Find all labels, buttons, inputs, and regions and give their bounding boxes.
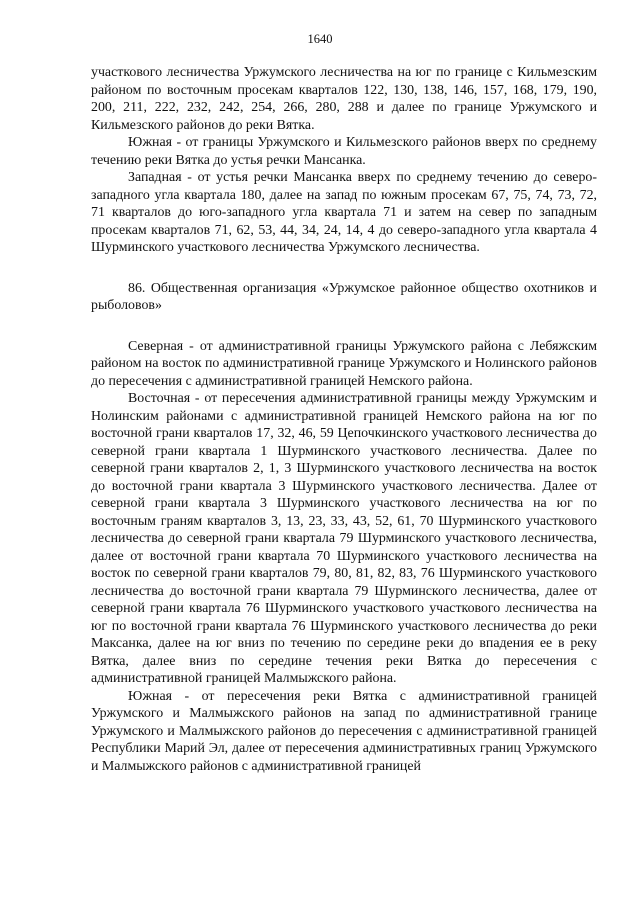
paragraph-south-border: Южная - от границы Уржумского и Кильмезского районов вверх по среднему течению реки Вятка до устья речки Мансанка. bbox=[91, 135, 597, 168]
paragraph-continuation: участкового лесничества Уржумского лесничества на юг по границе с Кильмезским районом по восточным просекам кварталов 122, 130, 138, 146, 157, 168, 179, 190, 200, 211, 222, 232, 242, 254, 266, 280, 288 и далее по границе Уржумского и Кильмезского районов до реки Вятка. bbox=[91, 65, 597, 133]
section-heading: 86. Общественная организация «Уржумское районное общество охотников и рыболовов» bbox=[91, 280, 597, 313]
paragraph-north-border: Северная - от административной границы Уржумского района с Лебяжским районом на восток по административной границе Уржумского и Нолинского районов до пересечения с административной границей Немского района. bbox=[91, 338, 597, 389]
paragraph-south-border-2: Южная - от пересечения реки Вятка с административной границей Уржумского и Малмыжского районов на запад по административной границе Уржумского и Малмыжского районов до пересечения с административной границей Республики Марий Эл, далее от пересечения административных границ Уржумского и Малмыжского районов с административной границей bbox=[91, 688, 597, 774]
paragraph-east-border: Восточная - от пересечения административной границы между Уржумским и Нолинским районами с административной границей Немского района на юг по восточной грани кварталов 17, 32, 46, 59 Цепочкинского участкового лесничества до северной грани квартала 1 Шурминского участкового лесничества. Далее по северной грани кварталов 2, 1, 3 Шурминского участкового лесничества на восток до восточной грани квартала 3 Шурминского участкового лесничества. Далее от северной грани квартала 3 Шурминского участкового лесничества на юг по восточным граням кварталов 3, 13, 23, 33, 43, 52, 61, 70 Шурминского участкового лесничества до северной грани квартала 79 Шурминского участкового лесничества, далее от восточной грани квартала 70 Шурминского участкового лесничества на восток по северной грани кварталов 79, 80, 81, 82, 83, 76 Шурминского участкового лесничества до восточной грани квартала 79 Шурминского лесничества, далее от северной грани квартала 76 Шурминского участкового участкового лесничества на юг по восточной грани квартала 76 Шурминского участкового лесничества до реки Максанка, далее на юг вниз по течению по середине реки до впадения ее в реку Вятка, далее вниз по середине течения реки Вятка до пересечения с административной границей Малмыжского района. bbox=[91, 391, 597, 686]
paragraph-west-border: Западная - от устья речки Мансанка вверх по среднему течению до северо-западного угла квартала 180, далее на запад по южным просекам 67, 75, 74, 73, 72, 71 кварталов до юго-западного угла квартала 71 и затем на север по западным просекам кварталов 71, 62, 53, 44, 34, 24, 14, 4 до северо-западного угла квартала 4 Шурминского участкового лесничества Уржумского лесничества. bbox=[91, 170, 597, 255]
page-number: 1640 bbox=[307, 32, 333, 46]
document-body bbox=[91, 64, 597, 775]
